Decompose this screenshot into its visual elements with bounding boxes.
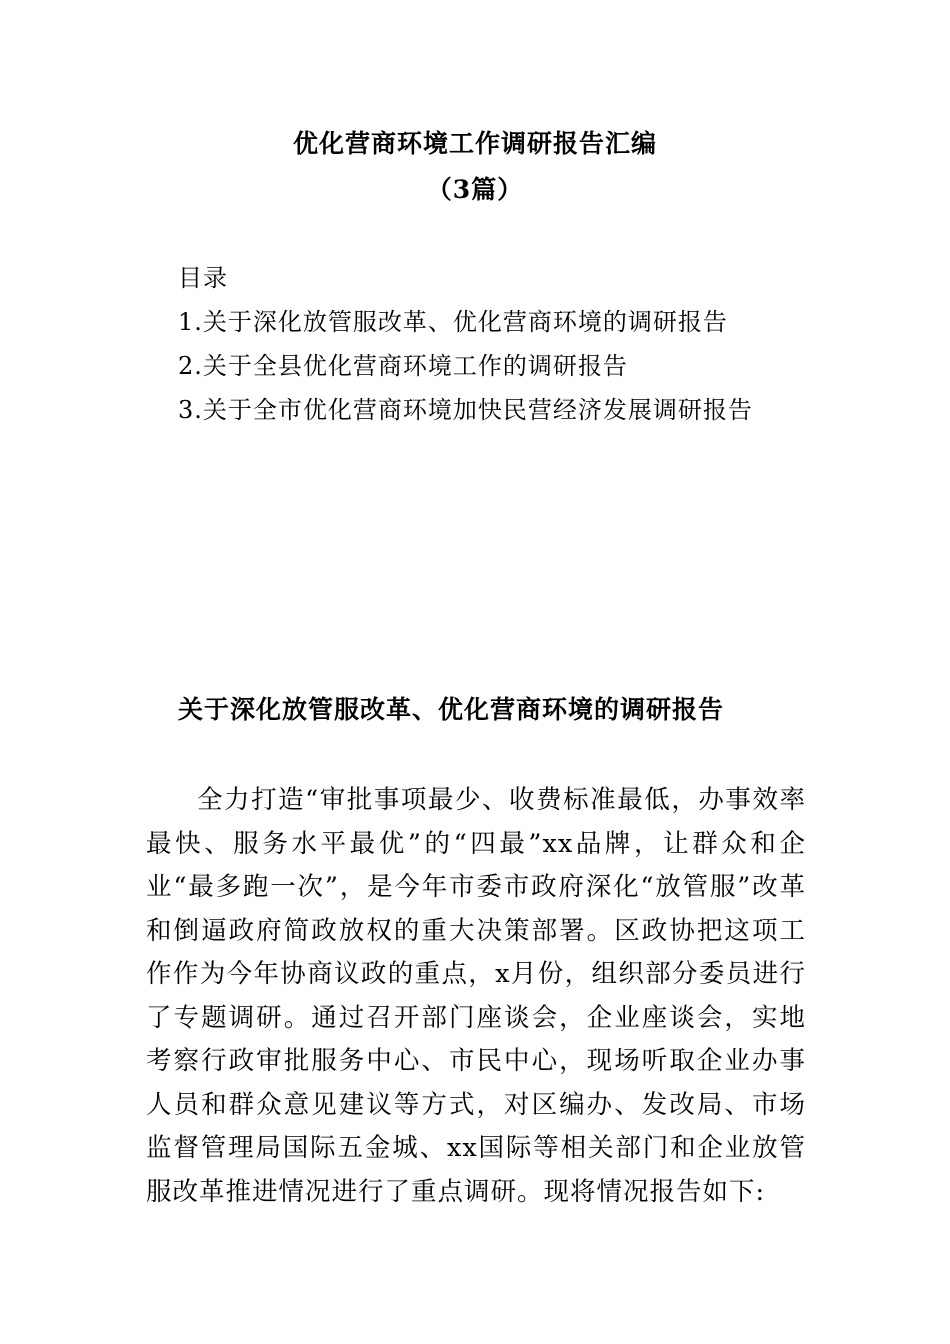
toc-item-2: 2.关于全县优化营商环境工作的调研报告 <box>178 352 628 380</box>
section-paragraph: 全力打造“审批事项最少、收费标准最低，办事效率最快、服务水平最优”的“四最”xx品牌，让群众和企业“最多跑一次”，是今年市委市政府深化“放管服”改革和倒逼政府简政放权的重大决策部署。区政协把这项工作作为今年协商议政的重点，x月份，组织部分委员进行了专题调研。通过召开部门座谈会，企业座谈会，实地考察行政审批服务中心、市民中心，现场听取企业办事人员和群众意见建议等方式，对区编办、发改局、市场监督管理局国际五金城、xx国际等相关部门和企业放管服改革推进情况进行了重点调研。现将情况报告如下: <box>146 785 806 1207</box>
document-title: 优化营商环境工作调研报告汇编 <box>292 129 657 158</box>
table-of-contents <box>178 256 753 432</box>
toc-item-3: 3.关于全市优化营商环境加快民营经济发展调研报告 <box>178 396 753 424</box>
toc-heading: 目录 <box>178 264 228 292</box>
document-subtitle: （3篇） <box>426 175 524 204</box>
toc-item-1: 1.关于深化放管服改革、优化营商环境的调研报告 <box>178 308 728 336</box>
section-heading: 关于深化放管服改革、优化营商环境的调研报告 <box>178 695 725 724</box>
